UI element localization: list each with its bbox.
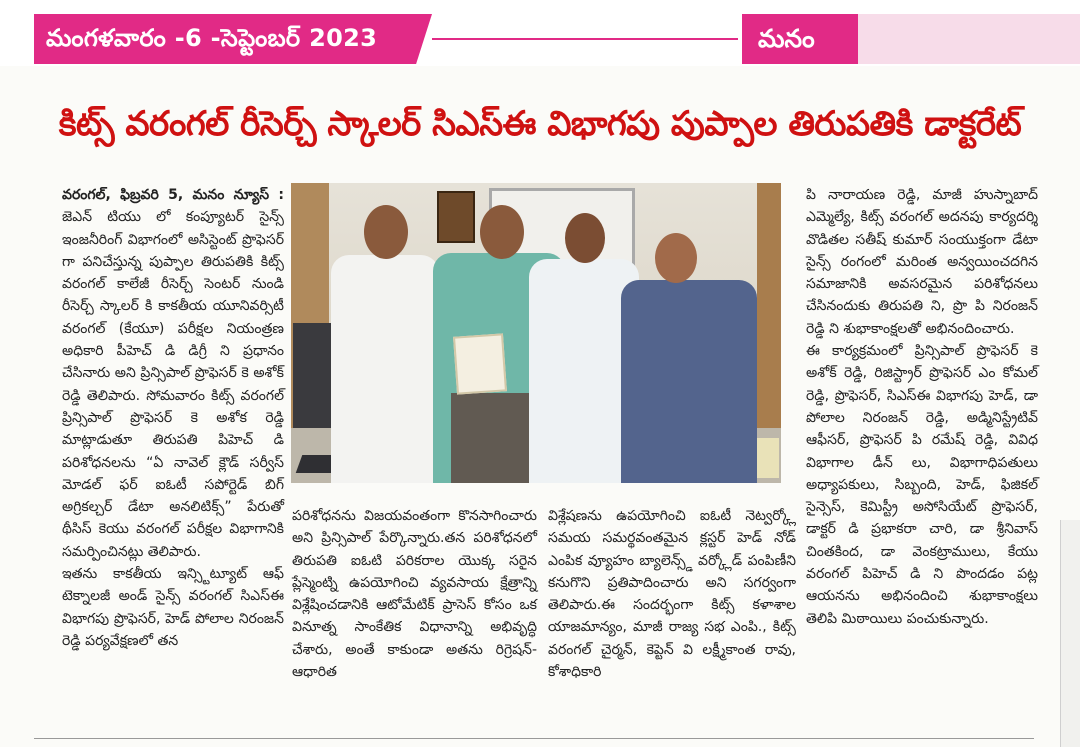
masthead-rule [432,38,738,40]
brand-banner-tail [858,14,1080,64]
paragraph: పి నారాయణ రెడ్డి, మాజీ హుస్నాబాద్ ఎమ్మెల్యే, కిట్స్ వరంగల్ అదనపు కార్యదర్శి వొడితల సతీష్ కుమార్ సంయుక్తంగా డేటా సైన్స్ రంగంలో మరింత అన్వయించదగిన సమాజానికి అవసరమైన పరిశోధనలు చేసినందుకు తిరుపతి ని, ప్రొ పి నిరంజన్ రెడ్డి ని శుభాకాంక్షలతో అభినందించారు. [806,187,1038,337]
paragraph: జెఎన్ టియు లో కంప్యూటర్ సైన్స్ ఇంజనీరింగ్ విభాగంలో అసిస్టెంట్ ప్రొఫెసర్ గా పనిచేస్తున్న పుప్పాల తిరుపతికి కిట్స్ వరంగల్ కాలేజీ రీసెర్చ్ సెంటర్ నుండి రీసెర్చ్ స్కాలర్ కి కాకతీయ యూనివర్సిటీ వరంగల్ (కేయూ) పరీక్షల నియంత్రణ అధికారి పీహెచ్ డి డిగ్రీ ని ప్రధానం చేసినారు అని ప్రిన్సిపాల్ ప్రొఫెసర్ కె అశోక్ రెడ్డి తెలిపారు. సోమవారం కిట్స్ వరంగల్ ప్రిన్సిపాల్ ప్రొఫెసర్ కె అశోక రెడ్డి మాట్లాడుతూ తిరుపతి పిహెచ్ డి పరిశోధనలను “ఏ నావెల్ క్లౌడ్ సర్వీస్ మోడల్ ఫర్ ఐఓటీ సపోర్టెడ్ బిగ్ అగ్రికల్చర్ డేటా అనలిటిక్స్” పేరుతో థీసిస్ కెయు వరంగల్ పరీక్షల విభాగానికి సమర్పించినట్లు తెలిపారు. [62,209,284,560]
paragraph: ఈ కార్యక్రమంలో ప్రిన్సిపాల్ ప్రొఫెసర్ కె అశోక్ రెడ్డి, రిజిస్ట్రార్ ప్రొఫెసర్ ఎం కోమల్ రెడ్డి, ప్రొఫెసర్, సిఎస్ఈ విభాగపు హెడ్, డా పోలాల నిరంజన్ రెడ్డి, అడ్మినిస్ట్రేటివ్ ఆఫీసర్, ప్రొఫెసర్ పి రమేష్ రెడ్డి, వివిధ విభాగాల డీన్ లు, విభాగాధిపతులు అధ్యాపకులు, సిబ్బంది, హెడ్, ఫిజికల్ సైన్సెస్, కెమిస్ట్రీ అసోసియేట్ ప్రొఫెసర్, డాక్టర్ డి ప్రభాకరా చారి, డా శ్రీనివాస్ చింతకింద, డా వెంకట్రాములు, కేయు వరంగల్ పిహెచ్ డి ని పొందడం పట్ల ఆయనను అభినందించి శుభాకాంక్షలు తెలిపి మిఠాయిలు పంచుకున్నారు. [806,343,1038,627]
article-column-3 [548,505,796,683]
paragraph: పరిశోధనను విజయవంతంగా కొనసాగించారు అని ప్రిన్సిపాల్ పేర్కొన్నారు.తన పరిశోధనలో తిరుపతి ఐఓటి పరికరాల యొక్క సరైన ప్లేస్మెంట్ని ఉపయోగించి వ్యవసాయ క్షేత్రాన్ని విశ్లేషించడానికి ఆటోమేటిక్ ప్రాసెస్ కోసం ఒక వినూత్న సాంకేతిక విధానాన్ని అభివృద్ధి చేశారు, అంతే కాకుండా అతను రిగ్రెషన్-ఆధారిత [292,508,537,681]
newspaper-brand: మనం [758,24,815,53]
headline: కిట్స్ వరంగల్ రీసెర్చ్ స్కాలర్ సిఎస్ఈ విభాగపు పుప్పాల తిరుపతికి డాక్టరేట్ [58,104,1022,144]
article-column-2 [292,505,537,683]
photo-wall-frame [437,191,475,243]
bottom-rule [34,738,1034,739]
paragraph: ఇతను కాకతీయ ఇన్స్టిట్యూట్ ఆఫ్ టెక్నాలజీ అండ్ సైన్స్ వరంగల్ సిఎస్ఈ విభాగపు ప్రొఫెసర్, హెడ్ పోలాల నిరంజన్ రెడ్డి పర్యవేక్షణలో తన [62,566,284,649]
dateline: వరంగల్, ఫిబ్రవరి 5, మనం న్యూస్ : [62,187,284,203]
article-column-4 [806,184,1038,630]
issue-date: మంగళవారం -6 -సెప్టెంబర్ 2023 [46,24,378,52]
article-column-1 [62,184,284,652]
news-photo [291,183,781,483]
adjacent-page-edge [1060,520,1080,747]
photo-certificate [453,333,507,394]
paragraph: విశ్లేషణను ఉపయోగించి ఐఓటీ నెట్వర్క్లో సమయ సమర్థవంతమైన క్లస్టర్ హెడ్ నోడ్ ఎంపిక వ్యూహం బ్యాలెన్స్డ్ వర్క్లోడ్ పంపిణీని కనుగొని ప్రతిపాదించారు అని సగర్వంగా తెలిపారు.ఈ సందర్భంగా కిట్స్ కళాశాల యాజమాన్యం, మాజీ రాజ్య సభ ఎంపి., కిట్స్ వరంగల్ చైర్మన్, కెప్టెన్ వి లక్ష్మీకాంత రావు, కోశాధికారి [548,508,796,681]
